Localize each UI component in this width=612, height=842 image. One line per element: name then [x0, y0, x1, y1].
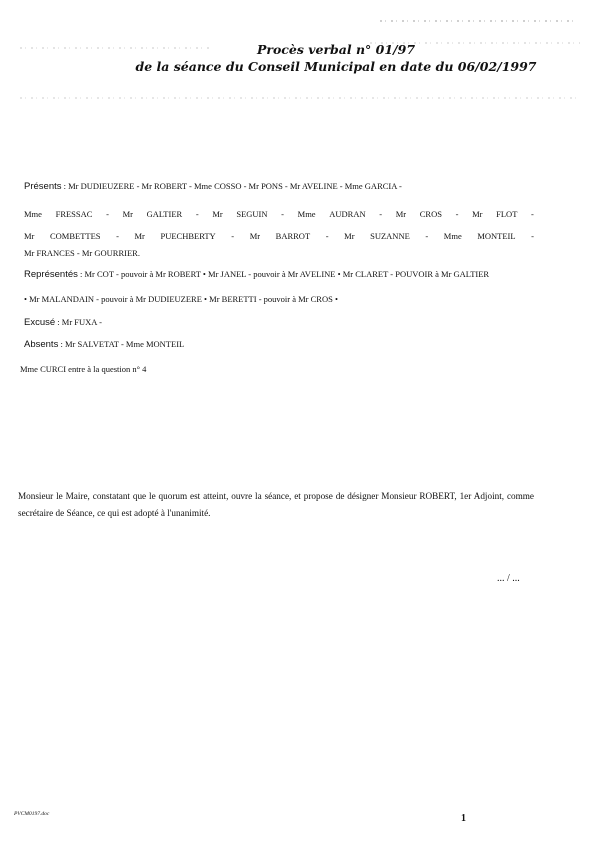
- arrival-note: Mme CURCI entre à la question n° 4: [20, 364, 147, 374]
- scan-noise: [380, 20, 575, 22]
- presents-line-1: [24, 180, 534, 193]
- representes-text-1: Mr COT - pouvoir à Mr ROBERT • Mr JANEL - pouvoir à Mr AVELINE • Mr CLARET - POUVOIR à Mr GALTIER: [84, 269, 490, 279]
- presents-line-3-token: -: [531, 231, 534, 241]
- absents-colon: :: [60, 339, 65, 349]
- presents-line-3-token: BARROT: [275, 231, 311, 241]
- presents-line-2-token: -: [195, 209, 199, 219]
- presents-line-3: [24, 230, 534, 242]
- presents-line-2-token: -: [531, 209, 534, 219]
- presents-line-4: Mr FRANCES - Mr GOURRIER.: [24, 248, 140, 258]
- excuse-text: Mr FUXA -: [61, 317, 102, 327]
- presents-line-2-token: -: [281, 209, 284, 219]
- presents-line-3-token: PUECHBERTY: [160, 231, 216, 241]
- presents-line-2-token: -: [106, 209, 109, 219]
- presents-line-3-token: COMBETTES: [49, 231, 101, 241]
- presents-line-2-token: FLOT: [496, 209, 518, 219]
- document-subtitle: de la séance du Conseil Municipal en date du 06/02/1997: [135, 59, 537, 74]
- presents-line-3-token: -: [425, 231, 429, 241]
- presents-line-3-token: Mr: [24, 231, 35, 241]
- presents-names-line-1: Mr DUDIEUZERE - Mr ROBERT - Mme COSSO - Mr PONS - Mr AVELINE - Mme GARCIA -: [68, 181, 402, 191]
- presents-line-3-token: Mme: [443, 231, 462, 241]
- presents-line-2-token: -: [455, 209, 459, 219]
- scan-noise: [20, 97, 580, 99]
- presents-line-2-token: Mr: [122, 209, 133, 219]
- presents-line-3-token: MONTEIL: [477, 231, 516, 241]
- representes-line-1: [24, 268, 534, 281]
- presents-line-2-token: Mr: [472, 209, 483, 219]
- presents-line-2-token: Mr: [395, 209, 407, 219]
- excuse-label: Excusé: [24, 317, 56, 328]
- presents-line-2-token: Mme: [24, 209, 42, 219]
- document-title: Procès verbal n° 01/97: [256, 42, 416, 57]
- presents-line-2: [24, 208, 534, 220]
- excuse-colon: :: [57, 317, 62, 327]
- representes-colon: :: [80, 269, 85, 279]
- absents-text: Mr SALVETAT - Mme MONTEIL: [64, 339, 185, 349]
- page-number: 1: [461, 813, 466, 824]
- continuation-mark: ... / ...: [497, 573, 520, 584]
- presents-line-3-token: -: [231, 231, 235, 241]
- presents-line-3-token: -: [325, 231, 329, 241]
- presents-line-2-token: FRESSAC: [55, 209, 93, 219]
- presents-line-3-token: Mr: [249, 231, 261, 241]
- excuse-line: [24, 316, 534, 329]
- representes-label: Représentés: [24, 269, 78, 280]
- absents-label: Absents: [24, 339, 59, 350]
- opening-paragraph: Monsieur le Maire, constatant que le quorum est atteint, ouvre la séance, et propose de désigner Monsieur ROBERT, 1er Adjoint, comme secrétaire de Séance, ce qui est adopté à l'unanimité.: [18, 491, 534, 518]
- presents-line-2-token: GALTIER: [146, 209, 183, 219]
- presents-line-2-token: -: [379, 209, 383, 219]
- presents-line-3-token: -: [116, 231, 119, 241]
- absents-line: [24, 338, 534, 351]
- presents-colon: :: [63, 181, 69, 191]
- representes-line-2: • Mr MALANDAIN - pouvoir à Mr DUDIEUZERE • Mr BERETTI - pouvoir à Mr CROS •: [24, 294, 338, 304]
- presents-line-2-token: SEGUIN: [236, 209, 268, 219]
- presents-line-2-token: CROS: [419, 209, 442, 219]
- presents-line-2-token: Mr: [212, 209, 223, 219]
- presents-line-3-token: Mr: [344, 231, 355, 241]
- presents-line-3-token: SUZANNE: [370, 231, 410, 241]
- presents-line-3-token: Mr: [134, 231, 145, 241]
- presents-label: Présents: [24, 181, 62, 192]
- presents-line-2-token: AUDRAN: [329, 209, 366, 219]
- footer-filename: PVCM0197.doc: [14, 811, 50, 817]
- presents-line-2-token: Mme: [297, 209, 316, 219]
